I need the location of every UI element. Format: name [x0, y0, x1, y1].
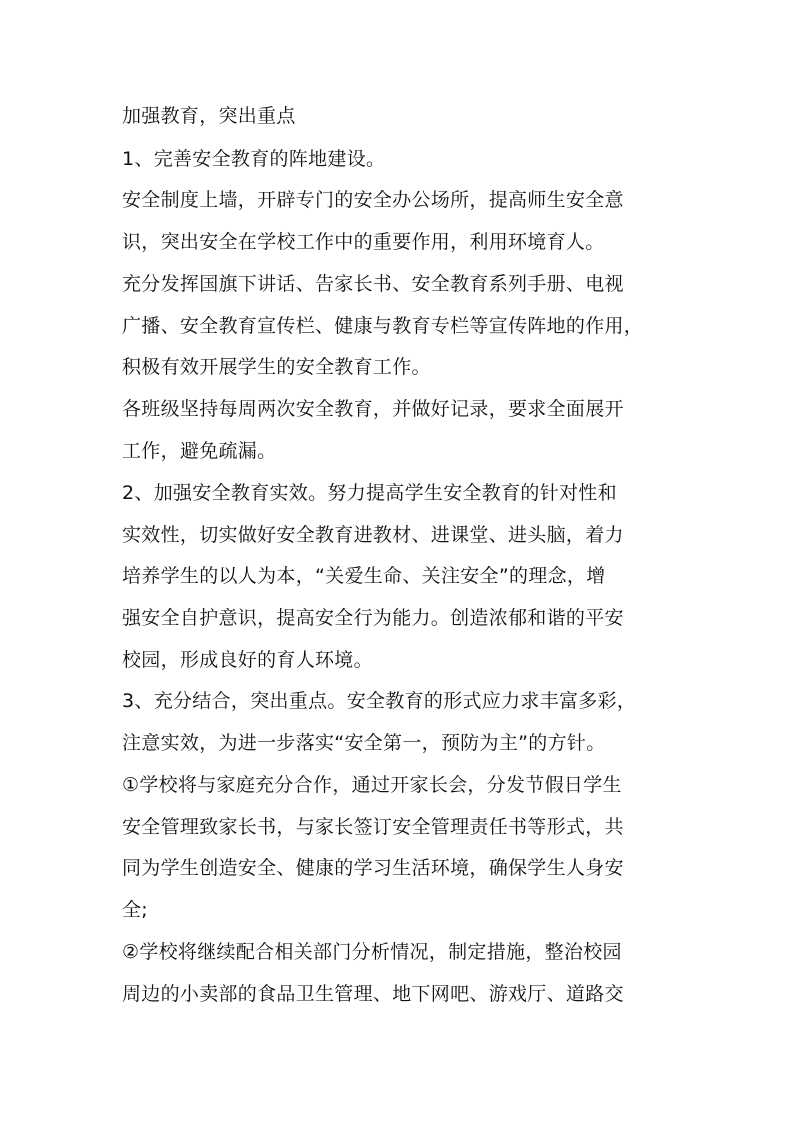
list-item-1: ①学校将与家庭充分合作，通过开家长会，分发节假日学生	[122, 774, 622, 796]
subsection-heading-2: 2、加强安全教育实效。努力提高学生安全教育的针对性和	[122, 482, 617, 504]
paragraph-line: 强安全自护意识，提高安全行为能力。创造浓郁和谐的平安	[122, 607, 624, 629]
paragraph-line: 校园，形成良好的育人环境。	[122, 649, 373, 671]
paragraph-line: 实效性，切实做好安全教育进教材、进课堂、进头脑，着力	[122, 524, 624, 546]
paragraph-line: 各班级坚持每周两次安全教育，并做好记录，要求全面展开	[122, 398, 624, 420]
paragraph-line: 注意实效，为进一步落实“安全第一，预防为主”的方针。	[122, 732, 606, 754]
section-heading: 加强教育，突出重点	[122, 105, 296, 127]
paragraph-line: 广播、安全教育宣传栏、健康与教育专栏等宣传阵地的作用，	[122, 315, 644, 337]
paragraph-line: 工作，避免疏漏。	[122, 440, 277, 462]
paragraph-line: 培养学生的以人为本，“关爱生命、关注安全”的理念，增	[122, 565, 606, 587]
subsection-heading-3: 3、充分结合，突出重点。安全教育的形式应力求丰富多彩，	[122, 690, 637, 712]
paragraph-line: 安全管理致家长书，与家长签订安全管理责任书等形式，共	[122, 816, 624, 838]
paragraph-line: 识，突出安全在学校工作中的重要作用，利用环境育人。	[122, 231, 605, 253]
paragraph-line: 积极有效开展学生的安全教育工作。	[122, 356, 431, 378]
subsection-heading-1: 1、完善安全教育的阵地建设。	[122, 148, 386, 170]
paragraph-line: 周边的小卖部的食品卫生管理、地下网吧、游戏厅、道路交	[122, 983, 624, 1005]
paragraph-line: 充分发挥国旗下讲话、告家长书、安全教育系列手册、电视	[122, 273, 624, 295]
paragraph-line: 全;	[122, 899, 149, 921]
paragraph-line: 安全制度上墙，开辟专门的安全办公场所，提高师生安全意	[122, 189, 624, 211]
list-item-2: ②学校将继续配合相关部门分析情况，制定措施，整治校园	[122, 941, 622, 963]
paragraph-line: 同为学生创造安全、健康的学习生活环境，确保学生人身安	[122, 857, 624, 879]
